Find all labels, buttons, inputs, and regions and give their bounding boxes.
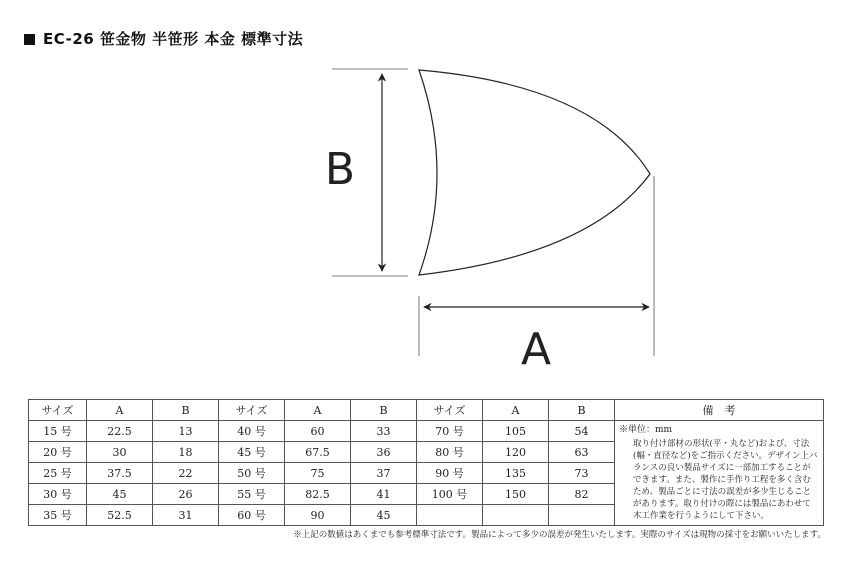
header-cell: A xyxy=(483,400,549,421)
table-cell: 36 xyxy=(351,442,417,463)
table-cell: 50 号 xyxy=(219,463,285,484)
table-cell: 100 号 xyxy=(417,484,483,505)
table-cell: 30 号 xyxy=(29,484,87,505)
table-cell: 52.5 xyxy=(87,505,153,526)
table-cell xyxy=(483,505,549,526)
header-cell: B xyxy=(153,400,219,421)
table-cell: 37 xyxy=(351,463,417,484)
table-cell: 82.5 xyxy=(285,484,351,505)
half-leaf-shape xyxy=(419,70,650,275)
table-cell: 55 号 xyxy=(219,484,285,505)
table-cell: 31 xyxy=(153,505,219,526)
table-cell: 75 xyxy=(285,463,351,484)
header-cell: サイズ xyxy=(219,400,285,421)
title-text: EC-26 笹金物 半笹形 本金 標準寸法 xyxy=(43,30,304,48)
table-row xyxy=(29,421,824,442)
table-cell: 67.5 xyxy=(285,442,351,463)
table-cell: 90 xyxy=(285,505,351,526)
a-label: A xyxy=(520,324,552,375)
table-cell: 37.5 xyxy=(87,463,153,484)
table-cell: 22 xyxy=(153,463,219,484)
table-cell: 70 号 xyxy=(417,421,483,442)
header-cell-remarks: 備 考 xyxy=(615,400,824,421)
table-cell: 40 号 xyxy=(219,421,285,442)
b-label: B xyxy=(324,144,356,195)
table-cell: 135 xyxy=(483,463,549,484)
table-cell: 73 xyxy=(549,463,615,484)
table-cell: 22.5 xyxy=(87,421,153,442)
table-cell: 60 xyxy=(285,421,351,442)
table-cell: 45 号 xyxy=(219,442,285,463)
table-cell: 45 xyxy=(351,505,417,526)
table-cell xyxy=(549,505,615,526)
table-cell: 41 xyxy=(351,484,417,505)
table-cell: 45 xyxy=(87,484,153,505)
table-cell: 26 xyxy=(153,484,219,505)
table-cell: 15 号 xyxy=(29,421,87,442)
remarks-unit: ※単位：mm xyxy=(619,425,673,435)
table-cell: 30 xyxy=(87,442,153,463)
table-header-row xyxy=(29,400,824,421)
size-table xyxy=(28,399,824,526)
table-cell: 20 号 xyxy=(29,442,87,463)
table-cell: 33 xyxy=(351,421,417,442)
table-cell: 35 号 xyxy=(29,505,87,526)
table-cell: 63 xyxy=(549,442,615,463)
table-cell: 18 xyxy=(153,442,219,463)
table-cell: 150 xyxy=(483,484,549,505)
header-cell: B xyxy=(549,400,615,421)
table-cell: 80 号 xyxy=(417,442,483,463)
table-cell: 120 xyxy=(483,442,549,463)
table-cell: 82 xyxy=(549,484,615,505)
header-cell: A xyxy=(87,400,153,421)
remarks-cell xyxy=(615,421,824,526)
header-cell: A xyxy=(285,400,351,421)
remarks-body: 取り付け部材の形状(平・丸など)および、寸法(幅・直径など)をご指示ください。デザイン上バランスの良い製品サイズに一部加工することができます。また、製作に手作り工程を多く含むため、製品ごとに寸法の誤差が多少生じることがあります。取り付けの際には製品にあわせて木工作業を行うようにして下さい。 xyxy=(633,439,818,521)
header-cell: サイズ xyxy=(29,400,87,421)
table-cell: 60 号 xyxy=(219,505,285,526)
table-cell: 25 号 xyxy=(29,463,87,484)
table-cell: 13 xyxy=(153,421,219,442)
header-cell: B xyxy=(351,400,417,421)
table-cell: 54 xyxy=(549,421,615,442)
table-cell: 105 xyxy=(483,421,549,442)
table-cell: 90 号 xyxy=(417,463,483,484)
table-cell xyxy=(417,505,483,526)
footnote: ※上記の数値はあくまでも参考標準寸法です。製品によって多少の誤差が発生いたします。実際のサイズは現物の採寸をお願いいたします。 xyxy=(293,530,826,540)
header-cell: サイズ xyxy=(417,400,483,421)
